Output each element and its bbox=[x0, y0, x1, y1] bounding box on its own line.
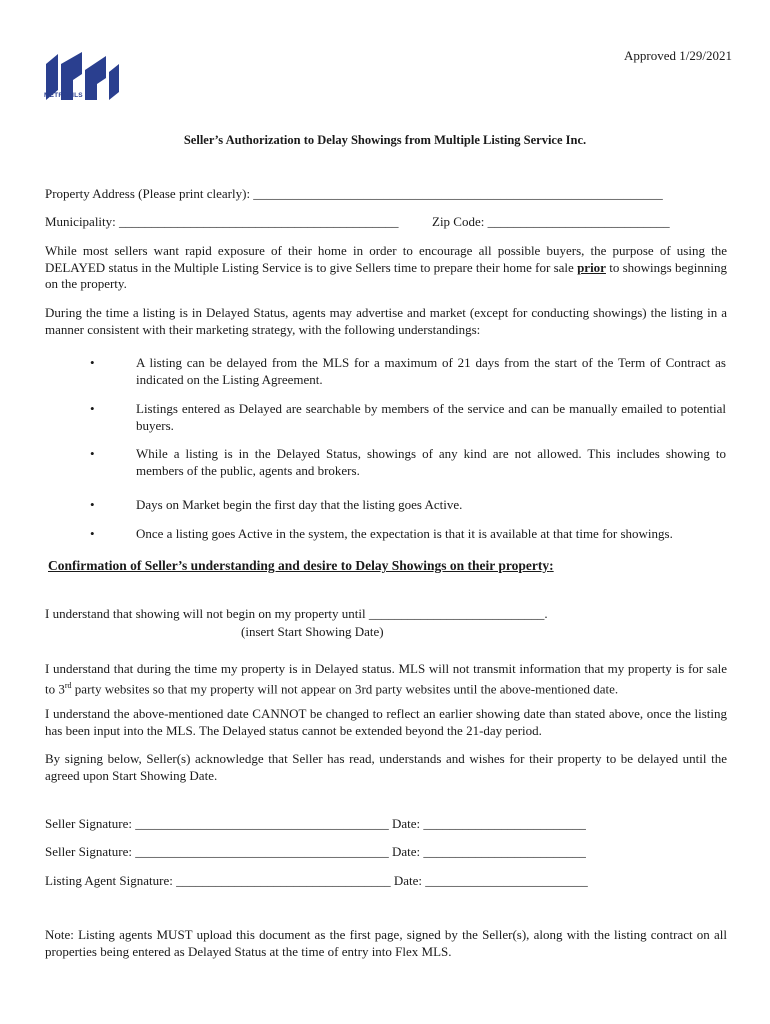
bullet-item: Days on Market begin the first day that the listing goes Active. bbox=[136, 497, 463, 512]
bullet-icon: • bbox=[90, 526, 95, 541]
prior-emphasis: prior bbox=[577, 259, 606, 275]
seller-signature-1-field[interactable]: Seller Signature: _______________________________________ Date: _________________________ bbox=[45, 816, 586, 831]
bullet-item: A listing can be delayed from the MLS for a maximum of 21 days from the start of the Term of Contract as indicated on the Listing Agreement. bbox=[136, 355, 726, 387]
start-showing-hint: (insert Start Showing Date) bbox=[241, 624, 384, 639]
bullet-icon: • bbox=[90, 497, 95, 512]
seller-signature-2-field[interactable]: Seller Signature: _______________________________________ Date: _________________________ bbox=[45, 844, 586, 859]
confirmation-heading: Confirmation of Seller’s understanding and desire to Delay Showings on their property: bbox=[48, 558, 554, 573]
bullet-icon: • bbox=[90, 355, 95, 370]
intro-paragraph-2: During the time a listing is in Delayed Status, agents may advertise and market (except for conducting showings) the listing in a manner consistent with their marketing strategy, with the following understandings: bbox=[45, 305, 727, 337]
bullet-item: While a listing is in the Delayed Status, showings of any kind are not allowed. This includes showing to members of the public, agents and brokers. bbox=[136, 446, 726, 478]
start-showing-date-field[interactable]: I understand that showing will not begin on my property until ___________________________. bbox=[45, 606, 548, 621]
confirmation-paragraph-3: By signing below, Seller(s) acknowledge that Seller has read, understands and wishes for their property to be delayed until the agreed upon Start Showing Date. bbox=[45, 751, 727, 783]
listing-agent-signature-field[interactable]: Listing Agent Signature: _________________________________ Date: _________________________ bbox=[45, 873, 588, 888]
bullet-item: Once a listing goes Active in the system, the expectation is that it is available at that time for showings. bbox=[136, 526, 673, 541]
bullet-icon: • bbox=[90, 446, 95, 461]
intro-paragraph-1: While most sellers want rapid exposure of their home in order to encourage all possible buyers, the purpose of using the DELAYED status in the Multiple Listing Service is to give Sellers time to prepare their home for sale prior to showings beginning on the property. bbox=[45, 243, 727, 291]
zip-code-field[interactable]: Zip Code: ____________________________ bbox=[432, 214, 670, 229]
approved-date: Approved 1/29/2021 bbox=[624, 48, 732, 63]
confirmation-paragraph-1: I understand that during the time my property is in Delayed status. MLS will not transmit information that my property is for sale to 3rd party websites so that my property will not appear on 3rd party websites until the above-mentioned date. bbox=[45, 661, 727, 696]
confirmation-paragraph-2: I understand the above-mentioned date CANNOT be changed to reflect an earlier showing date than stated above, once the listing has been input into the MLS. The Delayed status cannot be extended beyond the 21-day period. bbox=[45, 706, 727, 738]
municipality-field[interactable]: Municipality: ___________________________________________ bbox=[45, 214, 399, 229]
logo-text: METROMLS bbox=[44, 92, 83, 99]
property-address-field[interactable]: Property Address (Please print clearly): _______________________________________________________________ bbox=[45, 186, 663, 201]
bullet-item: Listings entered as Delayed are searchable by members of the service and can be manually emailed to potential buyers. bbox=[136, 401, 726, 433]
document-title: Seller’s Authorization to Delay Showings from Multiple Listing Service Inc. bbox=[183, 133, 587, 147]
note-paragraph: Note: Listing agents MUST upload this document as the first page, signed by the Seller(s), along with the listing contract on all properties being entered as Delayed Status at the time of entry into Flex MLS. bbox=[45, 927, 727, 959]
bullet-icon: • bbox=[90, 401, 95, 416]
